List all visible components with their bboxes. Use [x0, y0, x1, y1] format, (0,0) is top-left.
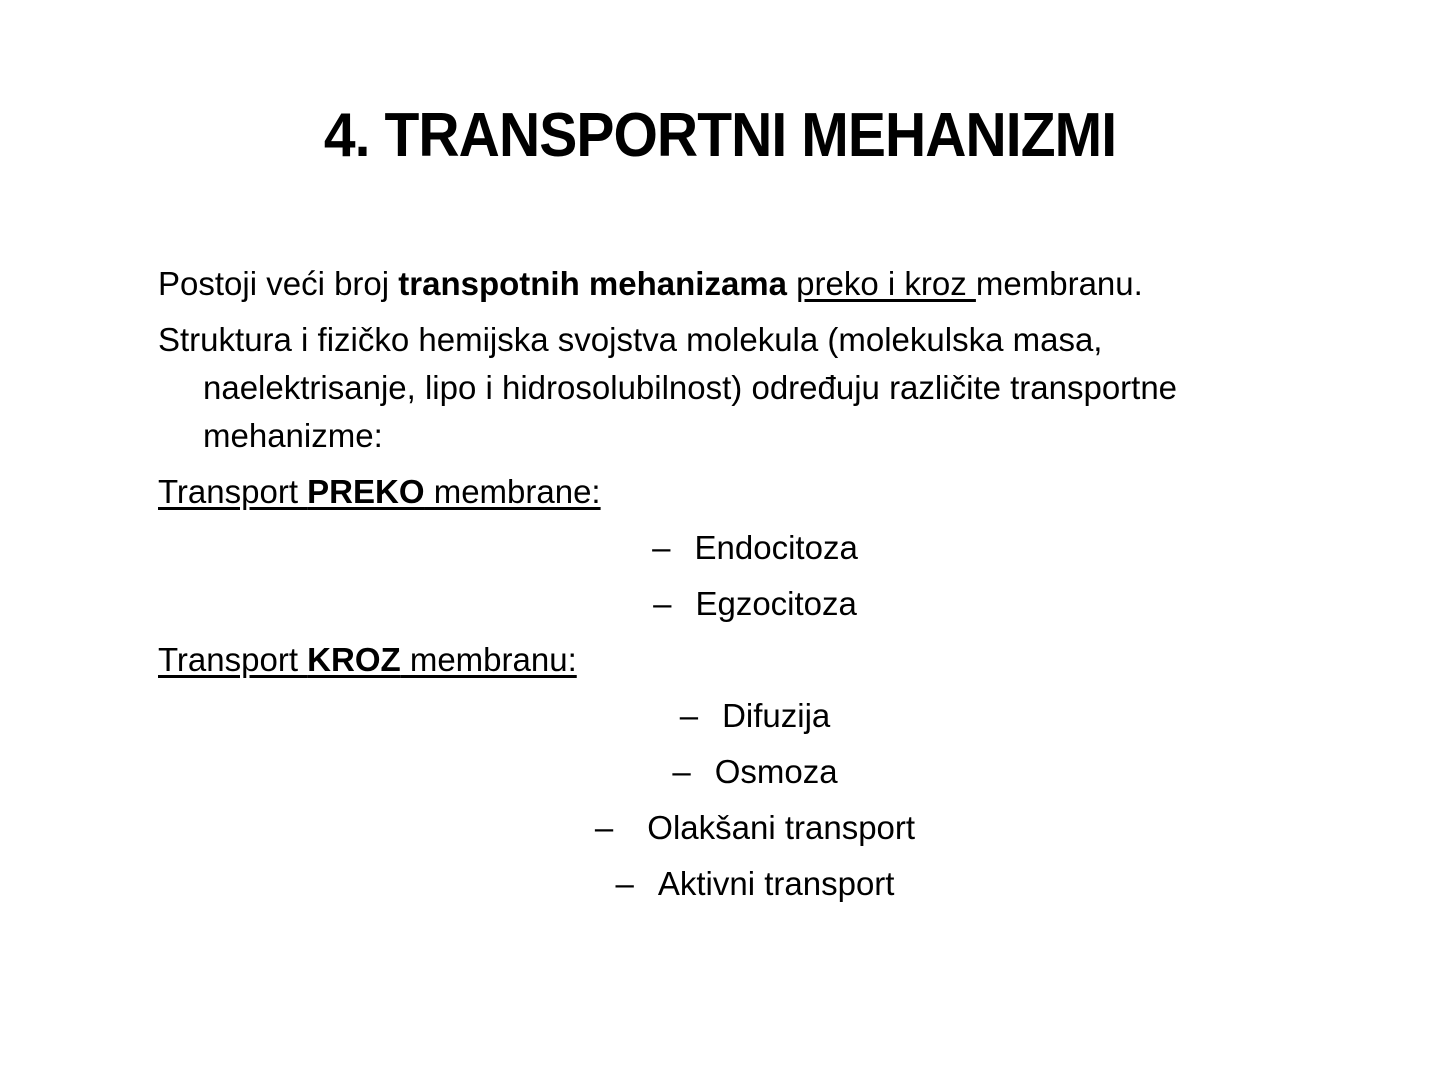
- heading-preko-bold: PREKO: [307, 473, 425, 510]
- intro-underlined: preko i kroz: [796, 265, 976, 302]
- list-item: [0, 753, 1440, 791]
- intro-space: [787, 265, 796, 302]
- dash-bullet-icon: –: [615, 865, 634, 902]
- dash-bullet-icon: –: [653, 585, 672, 622]
- dash-bullet-icon: –: [594, 809, 614, 846]
- list-item: [0, 585, 1440, 623]
- item-difuzija: Difuzija: [722, 697, 831, 734]
- paragraph-structure-line1: Struktura i fizičko hemijska svojstva molekula (molekulska masa,: [158, 321, 1103, 358]
- heading-preko-pre: Transport: [158, 473, 308, 510]
- slide-title: 4. TRANSPORTNI MEHANIZMI: [323, 101, 1117, 170]
- item-olaksani-transport: Olakšani transport: [647, 809, 916, 846]
- dash-bullet-icon: –: [672, 753, 691, 790]
- list-item: [0, 865, 1440, 903]
- item-endocitoza: Endocitoza: [694, 529, 858, 566]
- list-item: [0, 529, 1440, 567]
- intro-text-end: membranu.: [975, 265, 1143, 302]
- heading-preko-post: membrane:: [424, 473, 601, 510]
- dash-bullet-icon: –: [652, 529, 671, 566]
- paragraph-intro: [158, 265, 1143, 303]
- paragraph-structure-line2: naelektrisanje, lipo i hidrosolubilnost) određuju različite transportne: [203, 369, 1178, 406]
- heading-kroz-post: membranu:: [400, 641, 577, 678]
- heading-transport-kroz: [158, 641, 577, 679]
- paragraph-structure-line3: mehanizme:: [203, 417, 383, 454]
- list-item: [0, 697, 1440, 735]
- heading-transport-preko: [158, 473, 601, 511]
- intro-bold: transpotnih mehanizama: [398, 265, 787, 302]
- heading-kroz-pre: Transport: [158, 641, 308, 678]
- item-aktivni-transport: Aktivni transport: [657, 865, 895, 902]
- item-osmoza: Osmoza: [714, 753, 838, 790]
- dash-bullet-icon: –: [679, 697, 699, 734]
- heading-kroz-bold: KROZ: [307, 641, 401, 678]
- intro-text: Postoji veći broj: [158, 265, 399, 302]
- item-egzocitoza: Egzocitoza: [695, 585, 857, 622]
- list-item: [0, 809, 1440, 847]
